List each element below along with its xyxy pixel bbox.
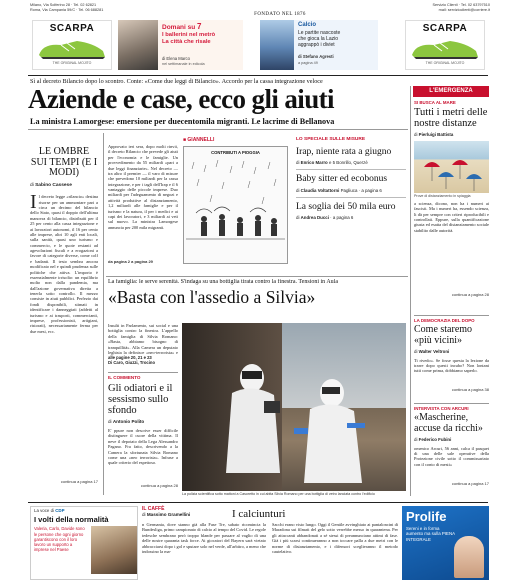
ad-scarpa-left[interactable] (32, 20, 112, 70)
top-headline: Aziende e case, ecco gli aiuti (28, 84, 334, 114)
founded-label: FONDATO NEL 1876 (254, 12, 306, 17)
editorial-text: Il decreto legge «rilancio» destina risorse per un ammontare pari a circa un decimo del bilancio dello Stato, quasi il doppio dell'ultima manovra di bilancio, distribuiti per il 25 per cento alla cassa integrazione e ai lavoratori autonomi, il 16 per cento alle imprese, altri 10 agli enti locali, sulla sanità, quasi uno turismo e commercio, e le quote restanti ad agevolazioni fiscali e a erogazioni a favore di categorie diverse, come colf e badanti. Il testo sembra ancora modificato nel e quindi prudenza sulle politiche che attiva. L'importo è essenzialmente irrisolto: un equilibrio molto non dalla pandemia, ma dall'azione governativa diretta a tenerla sotto controllo. Il mezzo consiste in aiuti pubblici. Perfezio dai fondi disponibili, stimati in identificare i danneggiati (addetti al turismo e ai trasporti, commercianti, imprese, professionisti, artigiani, ristorati), necessariamente ferma per due mesi, ecc. (30, 194, 98, 334)
sidebar-story2-title[interactable]: Come staremo «più vicini» (414, 324, 473, 346)
sidebar-story-2 (414, 318, 489, 400)
comment-byline: di Antonio Polito (108, 418, 145, 424)
cartoon-label: ■ GIANNELLI (183, 137, 215, 143)
special-divider-1 (296, 169, 406, 170)
sidebar-story2-cont: continua a pagina 38 (451, 386, 489, 392)
promo-calcio-image (260, 20, 294, 70)
sidebar-story1-text: a scienza, dicono, non ha i numeri ai fascisti. Ma i numeri ha, essendo scienza, li dà per sempre con criteri riproducibili e controllati. Eppure, sulla quantificazione giusta ed esatta del distanziamento sociale stabilito dalle autorità. (414, 200, 489, 233)
special-item1-byline: di Enrico Marro e 5 Bonrillo, Querzè (296, 160, 368, 166)
main-article-text: Approvato ieri sera, dopo molti rinvii, il decreto Rilancio che prevede gli aiuti per l'economia e le famiglie. Un provvedimento da 55 miliardi «pari a due leggi finanziarie». Nel decreto — tra altro il premier — il varo di misure che prevedono 10 miliardi per la cassa integrazione, e per i tagli dell'Irap e il 6 vantaggio delle piccole imprese. Duo miliardi per l'adeguamento di negozi e attività produttive al distanziamento, 1,2 miliardi alle famiglie e per il turismo e la natura, il per i medici e ai capi dei lavoratori, e 3 miliardi ai veti sul nuovo. La ministra Lamorgese annuncia per 200 mila migranti. (108, 144, 178, 230)
bottom-rule (28, 502, 488, 503)
comment (108, 375, 178, 497)
comment-title: Gli odiatori e il sessismo sullo sfondo (108, 382, 173, 416)
promo-domani-label: Domani su 7 (162, 22, 202, 31)
promo-calcio-title: Calcio (298, 22, 317, 28)
ad-cdp-text: Valeria, Carlo, Davide sono le persone che ogni giorno garantiscono con il loro lavoro un supporto a imprese nel Paese (34, 526, 85, 553)
silvia-pages: alle pagine 20, 21 e 23 (108, 355, 152, 360)
sidebar-story3-cont: continua a pagina 17 (451, 480, 489, 486)
comment-text: E' ppure non descrive esser difficile distinguere il cuore della vittima. Il neve il depotato della Lega Alessandro Pagano. Fra fatto, descrivendo a la Camera la sfortunata Silvia Romano come una «neo terrorista». Infrase a quale criterio del espettoso. (108, 428, 178, 466)
editorial (30, 133, 98, 498)
cartoon-drawing (183, 146, 288, 264)
editorial-continued: continua a pagina 17 (60, 479, 98, 485)
main-article-pages: da pagina 2 a pagina 29 (108, 259, 153, 264)
special-label: LO SPECIALE SULLE MISURE (296, 137, 366, 142)
sidebar-story1-byline: di Pierluigi Battista (414, 132, 454, 138)
shoe-icon (406, 35, 484, 61)
sidebar-story2-text: Ti rivedo». Se fosse questa la lezione da trarre dopo questi incubo? Non lontani tutti come prima, dobbiamo saperlo. (414, 357, 489, 374)
ad-prolife-brand: Prolife (406, 509, 447, 524)
promo-calcio-byline: di Stefano Agresti (298, 54, 334, 59)
comment-cont: continua a pagina 28 (140, 483, 178, 489)
masthead-center (110, 0, 380, 74)
silvia-authors: Di Caro, Giuzzi, Trocino (108, 360, 155, 366)
promo-calcio-line3: aggrappò i diviet (298, 42, 335, 48)
promo-domani-image (118, 20, 158, 70)
special-item2-title[interactable]: Baby sitter ed ecobonus (296, 174, 388, 185)
sidebar-story3-byline: di Federico Fubini (414, 437, 452, 443)
main-article (108, 144, 178, 274)
cartoon-rain-icon (184, 157, 287, 257)
sidebar-story1-title[interactable]: Tutti i metri delle nostre distanze (414, 107, 488, 130)
special-box (296, 137, 406, 272)
sidebar-story-3 (414, 406, 489, 496)
ad-prolife[interactable] (402, 506, 489, 580)
comment-label: IL COMMENTO (108, 375, 141, 380)
caffe (142, 506, 398, 580)
promo-domani-line2: La città che risale (162, 39, 211, 45)
ad-prolife-figure (454, 536, 484, 578)
silvia-kicker: La famiglia: le serve serenità. S'indaga su una bottiglia tirata contro la finestra. Tensioni in Aula (108, 279, 338, 285)
silvia-photo (182, 323, 406, 491)
promo-calcio-page: a pagina 49 (298, 61, 318, 65)
ad-cdp-body (31, 526, 137, 576)
sidebar-divider (410, 86, 411, 496)
photo-caption: La polizia scientifica sotto mattoni a Casoretto in cui abita Silvia Romano per una bottiglia di vetro lanciata contro l'edificio (182, 492, 375, 496)
rule-under-subhead (28, 129, 408, 130)
caffe-label: IL CAFFÈ (142, 506, 165, 512)
sidebar-header-label: L'EMERGENZA (429, 88, 473, 94)
promo-domani-sub: nel settimanale in edicola (162, 62, 205, 66)
editorial-dropcap: I (30, 194, 37, 214)
caffe-author: di Massimo Gramellini (142, 512, 191, 517)
bullet-icon: ■ (183, 137, 188, 143)
sidebar-rule-2 (414, 403, 489, 404)
special-item2-byline: di Claudia Voltattorni Pagliuca · a pagina 6 (296, 187, 382, 193)
beach-photo-caption: Prove di distanziamento in spiaggia (414, 193, 471, 198)
rule-above-comment (108, 372, 178, 373)
ad-cdp[interactable] (30, 506, 138, 580)
sidebar-story2-label: LA DEMOCRAZIA DEL DOPO (414, 318, 475, 323)
sidebar-story-1 (414, 100, 489, 340)
special-item3-byline: di Andrea Ducci · a pagina 6 (296, 215, 354, 221)
col-divider-1 (103, 133, 104, 495)
caffe-text-1: n Germania, dove stanno già alla Fase Tre, sabato ricomincia la Bundesliga, primo campionato di calcio al tempo del Covid. Le regole tedesche sembrano però troppo blande per passare al vaglio di una delle nostre quaranta task force. Ai giocatori del Bayern sarà vietato abbracciarsi dopo i gol e sputare solo nel verde, all'arbitro, a meno che indossino la ma- (142, 522, 266, 554)
masthead-right-info: Servizio Clienti · Tel. 02 63797510 mail: servizioclienti@corriere.it (432, 3, 490, 12)
ad-scarpa-right[interactable] (405, 20, 485, 70)
sidebar-story2-byline: di Walter Veltroni (414, 349, 450, 355)
promo-domani-byline: di Elena Marco (162, 56, 190, 61)
ad-cdp-title: I volti della normalità (34, 515, 109, 525)
caffe-text-2: Sacchi erano visto lungo. Oggi il Gentile avvinghiato ai pantaloncini di Maradona sui filmati del gelo sotto verrebbe messo in quarantena. Per gli attaccanti abbandonati a sé stessi di preannunciano attimi di fase. Già i più scarsi continueranno a non toccare palla a due metri con le norme di distanziamento, e i difensori sceglieranno il metodo cautelativo. (272, 522, 398, 554)
silvia-text: Insulti in Parlamento, sui social e una bottiglia contro la finestra. L'appello della famiglia di Silvia Romano: «Basta, abbiamo bisogno di tranquillità». Alla Camera un deputato leghista la definisce «neo-terrorista» e (108, 323, 178, 355)
sidebar-story3-title[interactable]: «Mascherine, accuse da ricchi» (414, 412, 483, 434)
promo-calcio-line2: che gioca la Lazio (298, 36, 339, 42)
promo-domani-line1: I ballerini nel metrò (162, 32, 216, 38)
sidebar-story3-text: omenico Arcuri, 56 anni, calca il pasquet di una delle sale operative della Protezione civile sotto il commissariato con il conto di mesti» (414, 445, 489, 467)
promo-calcio[interactable] (260, 20, 378, 70)
ad-tagline-right: THE ORIGINAL MOJITO (425, 61, 465, 65)
masthead-left-info: Milano, Via Solferino 28 · Tel. 02 62821 Roma, Via Campania 59/C · Tel. 06 688281 (30, 3, 104, 12)
ad-tagline-left: THE ORIGINAL MOJITO (52, 61, 92, 65)
top-kicker: Sì al decreto Bilancio dopo lo scontro. Conte: «Come due leggi di Bilancio». Accordo per la cassa integrazione veloce (30, 78, 323, 85)
editorial-title: LE OMBRE SUI TEMPI (E I MODI) (30, 146, 98, 178)
cartoon-caption: CONTRIBUTI A PIOGGIA (211, 150, 260, 155)
shoe-icon (33, 35, 111, 61)
rule-above-silvia (106, 276, 408, 277)
promo-calcio-line1: Le partite nascoste (298, 30, 341, 36)
editorial-byline: di Sabino Cassese (30, 182, 72, 188)
ad-brand-right: SCARPA (422, 23, 468, 34)
special-item3-title[interactable]: La soglia dei 50 mila euro (296, 202, 396, 213)
sidebar-story1-cont: continua a pagina 28 (451, 291, 489, 297)
ad-cdp-header: La voce di CDP (34, 508, 65, 513)
sidebar-rule-1 (414, 315, 489, 316)
silvia-headline: «Basta con l'assedio a Silvia» (108, 289, 316, 307)
caffe-title: I calciunturi (232, 508, 286, 520)
masthead-rule (28, 75, 488, 76)
sidebar-header (413, 86, 489, 97)
cartoon (183, 137, 288, 272)
ad-brand-left: SCARPA (49, 23, 95, 34)
beach-photo (414, 141, 489, 193)
sidebar-story3-label: INTERVISTA CON ARCURI (414, 406, 469, 411)
top-subhead: La ministra Lamorgese: emersione per duecentomila migranti. Le lacrime di Bellanova (30, 117, 335, 126)
ad-cdp-photo (91, 526, 137, 574)
sidebar-story1-label: SI BUSCA AL MARE (414, 100, 456, 105)
special-item1-title[interactable]: Irap, niente rata a giugno (296, 146, 392, 157)
umbrella-icon (414, 141, 489, 193)
ad-prolife-text: Sereni e in forma aumento ma sulla PIENA INTEGRALE (406, 525, 455, 542)
silvia-article (108, 323, 178, 368)
promo-domani[interactable] (118, 20, 243, 70)
photo-figures (182, 323, 406, 491)
special-divider-2 (296, 197, 406, 198)
